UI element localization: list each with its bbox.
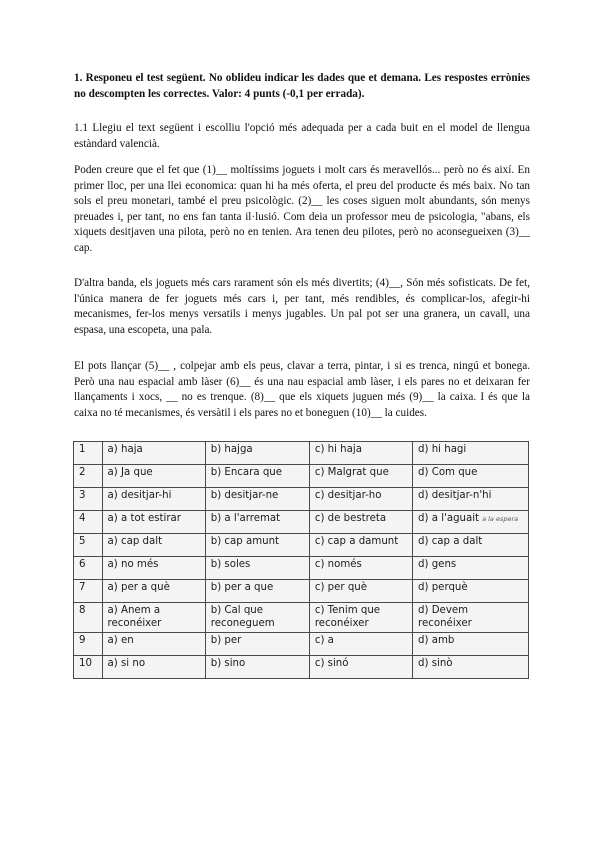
option-a	[102, 557, 205, 580]
option-d	[413, 488, 529, 511]
option-d-text: d) Devem reconéixer	[418, 605, 472, 629]
option-a-text: a) desitjar-hi	[107, 490, 172, 501]
option-a-text: a) no més	[107, 559, 159, 570]
option-d	[413, 557, 529, 580]
instruction-paragraph: 1.1 Llegiu el text següent i escolliu l'opció més adequada per a cada buit en el model de llengua estàndard valencià.	[74, 122, 530, 150]
option-d-text: d) cap a dalt	[418, 536, 483, 547]
option-a	[102, 488, 205, 511]
option-d-text: d) a l'aguait	[418, 513, 480, 524]
option-a	[102, 511, 205, 534]
row-number-text: 7	[79, 582, 86, 593]
option-b-text: b) sino	[210, 658, 246, 669]
option-c-text: c) hi haja	[314, 444, 362, 455]
row-number	[74, 580, 103, 603]
row-number-text: 8	[79, 605, 86, 616]
table-row	[74, 580, 529, 603]
option-b	[205, 557, 309, 580]
option-c-text: c) a	[314, 635, 334, 646]
option-d	[413, 442, 529, 465]
option-c-text: c) per què	[314, 582, 368, 593]
exercise-heading: 1. Responeu el test següent. No oblideu indicar les dades que et demana. Les respostes errònies no descompten les correctes. Valor: 4 punts (-0,1 per errada).	[74, 72, 530, 100]
option-b-text: b) cap amunt	[210, 536, 280, 547]
row-number	[74, 442, 103, 465]
option-c-text: c) Tenim que reconéixer	[314, 605, 381, 629]
option-a-text: a) haja	[107, 444, 143, 455]
row-number-text: 10	[79, 658, 92, 669]
option-c-text: c) Malgrat que	[314, 467, 389, 478]
text-paragraph-3: El pots llançar (5)__ , colpejar amb els peus, clavar a terra, pintar, i si es trenca, ningú et bonega. Però una nau espacial amb làser (6)__ és una nau espacial amb làser, i els pares no et deixaran fer llançaments i xocs, __ no es trenque. (8)__ que els xiquets juguen més (9)__ la caixa. I és que la caixa no té mecanismes, és versàtil i els pares no et boneguen (10)__ la cuides.	[74, 360, 530, 419]
option-c	[309, 656, 412, 679]
option-d	[413, 511, 529, 534]
option-d	[413, 580, 529, 603]
option-d	[413, 603, 529, 633]
row-number-text: 1	[79, 444, 86, 455]
table-row	[74, 442, 529, 465]
option-d-text: d) perquè	[418, 582, 468, 593]
option-b-text: b) desitjar-ne	[210, 490, 279, 501]
table-row	[74, 656, 529, 679]
table-row	[74, 534, 529, 557]
row-number	[74, 656, 103, 679]
row-number-text: 6	[79, 559, 86, 570]
option-b	[205, 442, 309, 465]
option-b-text: b) soles	[210, 559, 251, 570]
row-number	[74, 511, 103, 534]
option-a-text: a) Ja que	[107, 467, 153, 478]
option-b-text: b) per	[210, 635, 242, 646]
option-a	[102, 580, 205, 603]
row-number	[74, 534, 103, 557]
option-d	[413, 633, 529, 656]
option-b	[205, 465, 309, 488]
option-a-text: a) si no	[107, 658, 146, 669]
option-d-text: d) desitjar-n'hi	[418, 490, 492, 501]
option-c	[309, 633, 412, 656]
option-d	[413, 465, 529, 488]
table-row	[74, 465, 529, 488]
option-c	[309, 580, 412, 603]
option-a-text: a) per a què	[107, 582, 170, 593]
option-a-text: a) en	[107, 635, 134, 646]
row-number	[74, 557, 103, 580]
row-number	[74, 488, 103, 511]
option-a	[102, 633, 205, 656]
option-b	[205, 580, 309, 603]
option-c	[309, 511, 412, 534]
option-c	[309, 488, 412, 511]
row-number-text: 4	[79, 513, 86, 524]
option-a	[102, 534, 205, 557]
option-d	[413, 534, 529, 557]
text-paragraph-2: D'altra banda, els joguets més cars rarament són els més divertits; (4)__, Són més sofisticats. De fet, l'única manera de fer joguets més cars i, per tant, més rendibles, és complicar-los, afegir-hi mecanismes, fer-los menys versatils i menys jugables. Un pal pot ser una granera, un cavall, una espasa, una escopeta, una pala.	[74, 277, 530, 336]
option-c	[309, 465, 412, 488]
table-row	[74, 488, 529, 511]
row-number-text: 2	[79, 467, 86, 478]
table-row	[74, 603, 529, 633]
text-paragraph-1: Poden creure que el fet que (1)__ moltíssims joguets i molt cars és meravellós... però no és així. En primer lloc, per una llei economica: quan hi ha més oferta, el preu del producte és més baix. No tan sols el preu monetari, també el preu psicològic. (2)__ les coses siguen molt abundants, són menys preuades i, per tant, no ens fan tanta il·lusió. Com deia un professor meu de psicologia, "abans, els xiquets desitjaven una pilota, però no en tenien. Ara tenen deu pilotes, però no aconsegueixen (3)__ cap.	[74, 164, 530, 254]
option-d-text: d) Com que	[418, 467, 478, 478]
option-a-text: a) cap dalt	[107, 536, 163, 547]
row-number-text: 9	[79, 635, 86, 646]
option-b-text: b) a l'arremat	[210, 513, 281, 524]
option-d	[413, 656, 529, 679]
option-c-text: c) de bestreta	[314, 513, 387, 524]
option-c	[309, 557, 412, 580]
option-c	[309, 534, 412, 557]
option-a-text: a) a tot estirar	[107, 513, 181, 524]
table-row	[74, 557, 529, 580]
option-a	[102, 656, 205, 679]
row-number	[74, 603, 103, 633]
option-d-text: d) hi hagi	[418, 444, 467, 455]
option-c	[309, 603, 412, 633]
option-a	[102, 603, 205, 633]
option-b-text: b) Cal que reconeguem	[210, 605, 275, 629]
handwritten-note: a la espera	[482, 515, 519, 523]
option-b	[205, 656, 309, 679]
table-row	[74, 511, 529, 534]
option-c-text: c) cap a damunt	[314, 536, 399, 547]
option-b-text: b) hajga	[210, 444, 253, 455]
option-b-text: b) Encara que	[210, 467, 283, 478]
option-b-text: b) per a que	[210, 582, 274, 593]
option-a	[102, 465, 205, 488]
row-number	[74, 633, 103, 656]
option-c-text: c) desitjar-ho	[314, 490, 382, 501]
option-d-text: d) amb	[418, 635, 455, 646]
option-c-text: c) sinó	[314, 658, 349, 669]
option-d-text: d) sinò	[418, 658, 453, 669]
option-c	[309, 442, 412, 465]
option-a-text: a) Anem a reconéixer	[107, 605, 162, 629]
option-a	[102, 442, 205, 465]
option-b	[205, 511, 309, 534]
option-b	[205, 534, 309, 557]
option-c-text: c) només	[314, 559, 362, 570]
table-row	[74, 633, 529, 656]
row-number	[74, 465, 103, 488]
option-b	[205, 633, 309, 656]
row-number-text: 5	[79, 536, 86, 547]
row-number-text: 3	[79, 490, 86, 501]
option-b	[205, 488, 309, 511]
answer-options-table	[73, 441, 529, 679]
option-b	[205, 603, 309, 633]
option-d-text: d) gens	[418, 559, 457, 570]
